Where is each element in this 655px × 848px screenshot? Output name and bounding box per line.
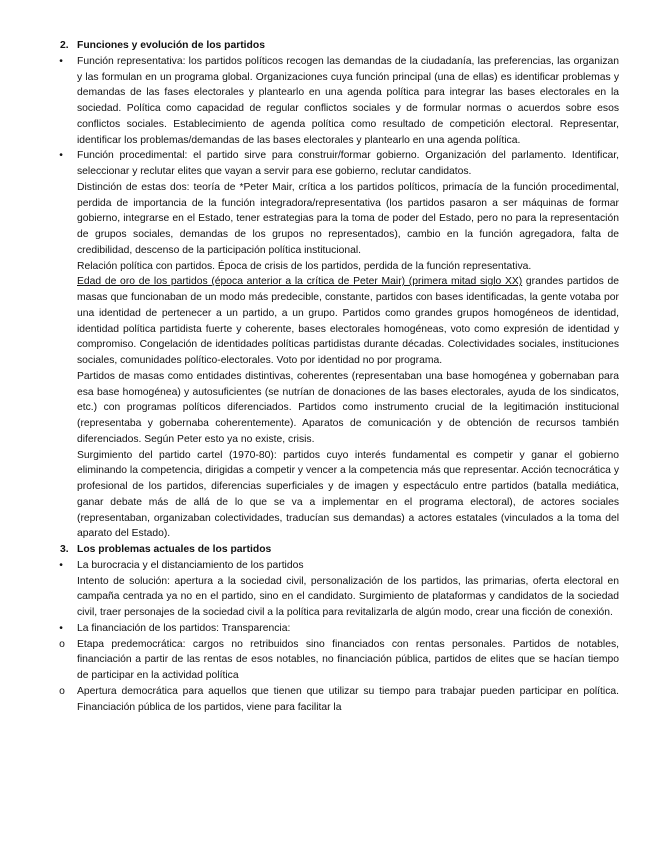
bullet-continuation: Intento de solución: apertura a la sociedad civil, personalización de los partidos, las primarias, oferta electoral en campaña centrada ya no en el partido, sino en el candidato. Surgimiento de plataformas y candidatos de la sociedad civil, traer personajes de la sociedad civil a la política para revitalizarla de algún modo, crear una ficción de conexión. (77, 575, 619, 618)
underlined-heading: Edad de oro de los partidos (época anterior a la crítica de Peter Mair) (primera mitad siglo XX) (77, 276, 523, 288)
bullet-text: La burocracia y el distanciamiento de los partidos (77, 559, 304, 571)
bullet-icon: • (59, 150, 63, 162)
bullet-text: La financiación de los partidos: Transparencia: (77, 622, 291, 634)
bullet-icon: • (59, 55, 63, 67)
bullet-text: Función representativa: los partidos políticos recogen las demandas de la ciudadanía, las preferencias, las organizan y las formulan en un programa global. Organizaciones cuya función principal (una de ellas) es identificar problemas y demandas de las fases electorales y plantearlo en una agenda política para integrar las bases electorales en la sociedad. Política como capacidad de regular conflictos sociales y de formular normas o acuerdos sobre esos conflictos sociales. Establecimiento de agenda política como resultado de competición electoral. Representar, identificar los problemas/demandas de las bases electorales y plantearlo en una agenda política. (77, 55, 619, 146)
subitem-apertura-democratica (59, 684, 619, 716)
paragraph-partidos-de-masas: Partidos de masas como entidades distintivas, coherentes (representaban una base homogénea y gobernaban para esa base homogénea) y autosuficientes (se nutrían de donaciones de las bases electorales, ayuda de los sindicatos, etc.) con programas políticos diferenciados. Partidos como instrumento crucial de la legitimación institucional (representaba y gobernaba coherentemente). Aparatos de comunicación y de obtención de recursos también diferenciados. Según Peter esto ya no existe, crisis. (77, 370, 619, 445)
bullet-funcion-representativa (59, 54, 619, 149)
bullet-funcion-procedimental (59, 148, 619, 180)
sub-bullet-icon: o (59, 638, 65, 650)
bullet-financiacion (59, 621, 619, 637)
paragraph-edad-de-oro (77, 274, 619, 369)
section-heading-3 (60, 542, 619, 558)
subitem-etapa-predemocratica (59, 637, 619, 684)
paragraph-partido-cartel: Surgimiento del partido cartel (1970-80): partidos cuyo interés fundamental es competir y ganar el gobierno eliminando la competencia, dirigidas a competir y vencer a la competencia más que representar. Acción tecnocrática y profesional de los partidos, diferencias superficiales y de imagen y espectáculo entre partidos (batalla mediática, ganar debate más de allá de lo que se va a implementar en el programa electoral), de actores sociales (representaban, organizaban colectividades, traducían sus demandas) a actores estatales (vinculados a la toma del aparato del Estado). (77, 449, 619, 540)
paragraph-distincion: Distinción de estas dos: teoría de *Peter Mair, crítica a los partidos políticos, primacía de la función procedimental, perdida de importancia de la función integradora/representativa (los partidos pasaron a ser máquinas de formar gobierno, integrarse en el Estado, tener estrategias para la toma de poder del Estado, pero no para la representación de grupos sociales, demandas de los grupos no representados), cambio en la función agregadora, falta de credibilidad, descenso de la participación política institucional. (77, 181, 619, 256)
subitem-text: Apertura democrática para aquellos que tienen que utilizar su tiempo para trabajar pueden participar en política. Financiación pública de los partidos, viene para facilitar la (77, 685, 619, 713)
section-heading-2 (60, 38, 619, 54)
paragraph-relacion: Relación política con partidos. Época de crisis de los partidos, perdida de la función representativa. (77, 260, 532, 272)
section-title: Funciones y evolución de los partidos (77, 40, 265, 51)
bullet-icon: • (59, 622, 63, 634)
section-number: 2. (60, 40, 69, 51)
section-title: Los problemas actuales de los partidos (77, 544, 272, 555)
sub-bullet-icon: o (59, 685, 65, 697)
bullet-text: Función procedimental: el partido sirve para construir/formar gobierno. Organización del parlamento. Identificar, seleccionar y reclutar elites que vayan a servir para ese gobierno, reclutar candidatos. (77, 150, 619, 177)
subitem-text: Etapa predemocrática: cargos no retribuidos sino financiados con rentas personales. Partidos de notables, financiación a partir de las rentas de esos notables, no financiación pública, partidos de elites que se hacían tiempo de participar en la actividad política (77, 638, 619, 681)
paragraph-text: grandes partidos de masas que funcionaban de un modo más predecible, constante, partidos con bases identificadas, la gente votaba por una identidad de pertenecer a un partido, a un grupo. Partidos como grandes grupos homogéneos de identidad, identidad política partidista fuerte y coherente, bases electorales homogéneas, voto como expresión de identidad y compromiso. Congelación de identidades políticas partidistas durante décadas. Colectividades sociales, instituciones sociales, comunidades político-electorales. Voto por identidad no por programa. (77, 276, 619, 366)
bullet-icon: • (59, 559, 63, 571)
document-body (59, 38, 619, 715)
section-number: 3. (60, 544, 69, 555)
bullet-burocracia (59, 558, 619, 574)
